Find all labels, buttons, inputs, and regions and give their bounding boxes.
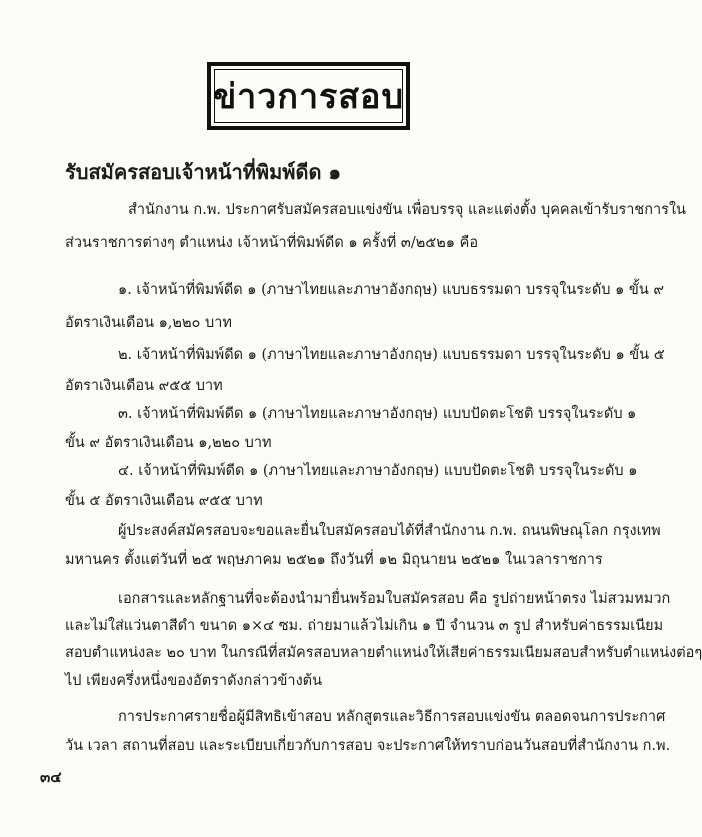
page-number: ๓๔ <box>40 768 62 786</box>
application-line: ผู้ประสงค์สมัครสอบจะขอและยื่นใบสมัครสอบได้ที่สำนักงาน ก.พ. ถนนพิษณุโลก กรุงเทพ <box>118 523 661 539</box>
position-item-1-line2: อัตราเงินเดือน ๑,๒๒๐ บาท <box>65 315 232 331</box>
position-item-2-line2: อัตราเงินเดือน ๙๕๕ บาท <box>65 378 223 394</box>
position-item-3-line1: ๓. เจ้าหน้าที่พิมพ์ดีด ๑ (ภาษาไทยและภาษาอังกฤษ) แบบปัดตะโชติ บรรจุในระดับ ๑ <box>118 406 637 422</box>
position-item-4-line1: ๔. เจ้าหน้าที่พิมพ์ดีด ๑ (ภาษาไทยและภาษาอังกฤษ) แบบปัดตะโชติ บรรจุในระดับ ๑ <box>118 463 638 479</box>
documents-line: เอกสารและหลักฐานที่จะต้องนำมายื่นพร้อมใบสมัครสอบ คือ รูปถ่ายหน้าตรง ไม่สวมหมวก <box>118 591 671 607</box>
position-item-1-line1: ๑. เจ้าหน้าที่พิมพ์ดีด ๑ (ภาษาไทยและภาษาอังกฤษ) แบบธรรมดา บรรจุในระดับ ๑ ขั้น ๙ <box>118 282 664 298</box>
position-item-4-line2: ขั้น ๕ อัตราเงินเดือน ๙๕๕ บาท <box>65 493 263 509</box>
position-item-3-line2: ขั้น ๙ อัตราเงินเดือน ๑,๒๒๐ บาท <box>65 435 272 451</box>
intro-line: ส่วนราชการต่างๆ ตำแหน่ง เจ้าหน้าที่พิมพ์ดีด ๑ ครั้งที่ ๓/๒๕๒๑ คือ <box>65 235 479 251</box>
section-heading: รับสมัครสอบเจ้าหน้าที่พิมพ์ดีด ๑ <box>65 160 342 184</box>
intro-line: สำนักงาน ก.พ. ประกาศรับสมัครสอบแข่งขัน เพื่อบรรจุ และแต่งตั้ง บุคคลเข้ารับราชการใน <box>128 202 686 218</box>
announcement-line: วัน เวลา สถานที่สอบ และระเบียบเกี่ยวกับการสอบ จะประกาศให้ทราบก่อนวันสอบที่สำนักงาน ก.พ. <box>65 738 671 754</box>
position-item-2-line1: ๒. เจ้าหน้าที่พิมพ์ดีด ๑ (ภาษาไทยและภาษาอังกฤษ) แบบธรรมดา บรรจุในระดับ ๑ ขั้น ๕ <box>118 347 665 363</box>
documents-line: ไป เพียงครึ่งหนึ่งของอัตราดังกล่าวข้างต้น <box>65 673 322 689</box>
application-line: มหานคร ตั้งแต่วันที่ ๒๕ พฤษภาคม ๒๕๒๑ ถึงวันที่ ๑๒ มิถุนายน ๒๕๒๑ ในเวลาราชการ <box>65 552 603 568</box>
documents-line: สอบตำแหน่งละ ๒๐ บาท ในกรณีที่สมัครสอบหลายตำแหน่งให้เสียค่าธรรมเนียมสอบสำหรับตำแหน่งต่อๆ <box>65 645 702 661</box>
announcement-line: การประกาศรายชื่อผู้มีสิทธิเข้าสอบ หลักสูตรและวิธีการสอบแข่งขัน ตลอดจนการประกาศ <box>118 709 666 725</box>
page-title: ข่าวการสอบ <box>212 77 405 117</box>
documents-line: และไม่ใส่แว่นตาสีดำ ขนาด ๑×๔ ซม. ถ่ายมาแล้วไม่เกิน ๑ ปี จำนวน ๓ รูป สำหรับค่าธรรมเนียม <box>65 618 664 634</box>
title-box <box>207 62 410 130</box>
